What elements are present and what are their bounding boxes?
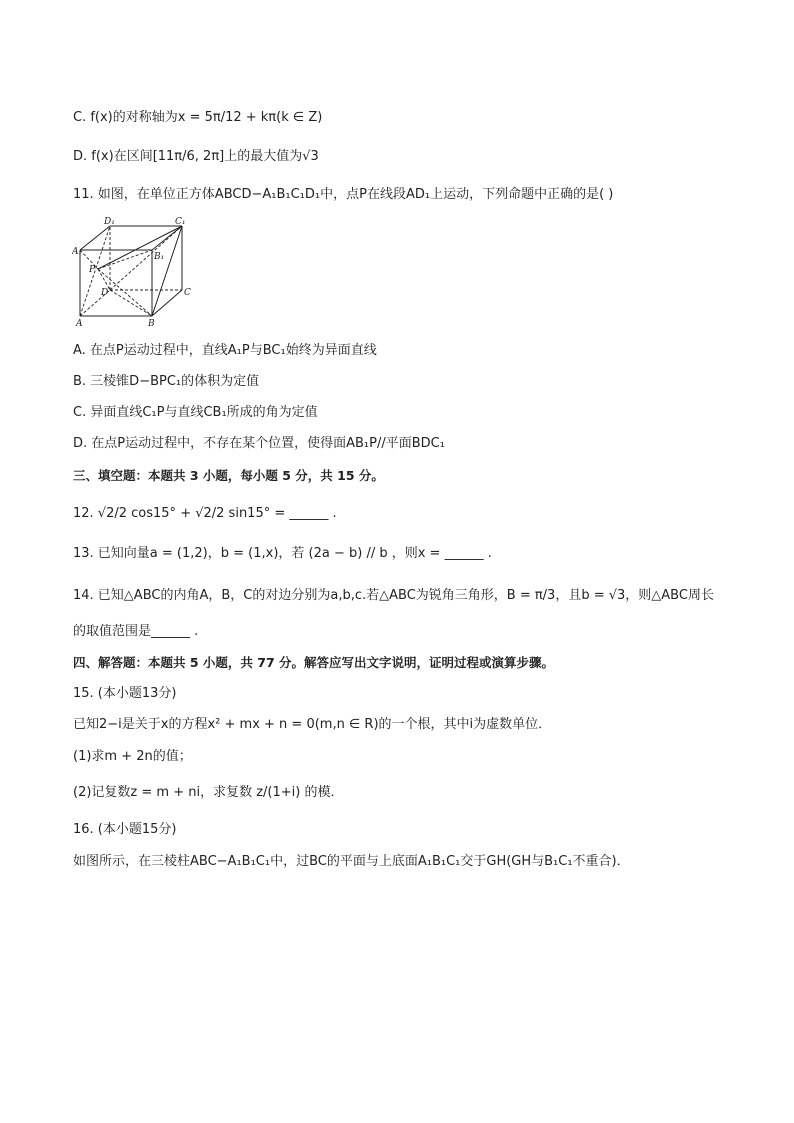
- q16-heading: 16. (本小题15分): [73, 822, 177, 837]
- q10-option-d-text: D. f(x)在区间[11π/6, 2π]上的最大值为√3: [73, 149, 319, 164]
- label-c1: C₁: [175, 217, 186, 227]
- edge-a1d1: [80, 226, 110, 250]
- label-b: B: [148, 319, 155, 329]
- q12-text: 12. √2/2 cos15° + √2/2 sin15° = ______ .: [73, 506, 337, 521]
- q14-line-2: [73, 623, 198, 641]
- q11-stem: [73, 186, 613, 204]
- q15-part-1: (1)求m + 2n的值；: [73, 749, 192, 764]
- cube-figure: [72, 214, 192, 330]
- q11-option-c: [73, 404, 318, 422]
- label-d1: D₁: [104, 217, 115, 227]
- q11-option-b-text: B. 三棱锥D−BPC₁的体积为定值: [73, 374, 260, 389]
- label-p: P: [89, 265, 96, 275]
- label-a: A: [76, 319, 83, 329]
- label-a1: A₁: [72, 247, 83, 257]
- q11-option-d: [73, 435, 445, 453]
- q11-option-b: [73, 373, 259, 391]
- label-b1: B₁: [154, 252, 165, 262]
- q15-heading: 15. (本小题13分): [73, 686, 177, 701]
- q11-option-c-text: C. 异面直线C₁P与直线CB₁所成的角为定值: [73, 405, 318, 420]
- label-c: C: [184, 288, 191, 298]
- q10-option-d: [73, 148, 319, 166]
- q14-line-1-text: 14. 已知△ABC的内角A，B，C的对边分别为a,b,c.若△ABC为锐角三角形，B = π/3，且b = √3，则△ABC周长: [73, 588, 714, 603]
- q10-option-c-text: C. f(x)的对称轴为x = 5π/12 + kπ(k ∈ Z): [73, 110, 323, 125]
- q15-part-2: (2)记复数z = m + ni，求复数 z/(1+i) 的模．: [73, 785, 344, 800]
- q14-line-2-text: 的取值范围是______ .: [73, 624, 199, 639]
- q15-stem: 已知2−i是关于x的方程x² + mx + n = 0(m,n ∈ R)的一个根，其中i为虚数单位．: [73, 717, 552, 732]
- q11-option-a-text: A. 在点P运动过程中，直线A₁P与BC₁始终为异面直线: [73, 343, 377, 358]
- section-3-heading: 三、填空题：本题共 3 小题，每小题 5 分，共 15 分。: [73, 468, 384, 483]
- q13: [73, 545, 492, 563]
- q16-stem: 如图所示，在三棱柱ABC−A₁B₁C₁中，过BC的平面与上底面A₁B₁C₁交于GH(GH与B₁C₁不重合)．: [73, 854, 630, 869]
- q12: [73, 505, 337, 523]
- q13-text: 13. 已知向量a = (1,2)，b = (1,x)，若 (2a − b) // b ，则x = ______ .: [73, 546, 492, 561]
- q11-option-d-text: D. 在点P运动过程中，不存在某个位置，使得面AB₁P//平面BDC₁: [73, 436, 445, 451]
- label-d: D: [101, 288, 109, 298]
- q14-line-1: [73, 587, 714, 605]
- hidden-segment-pd: [98, 269, 110, 290]
- hidden-diag-db: [110, 290, 152, 316]
- section-4-heading: 四、解答题：本题共 5 小题，共 77 分。解答应写出文字说明，证明过程或演算步骤。: [73, 655, 555, 670]
- q10-option-c: [73, 109, 322, 127]
- q11-stem-text: 11. 如图，在单位正方体ABCD−A₁B₁C₁D₁中，点P在线段AD₁上运动，下列命题中正确的是( ): [73, 187, 614, 202]
- q11-option-a: [73, 342, 377, 360]
